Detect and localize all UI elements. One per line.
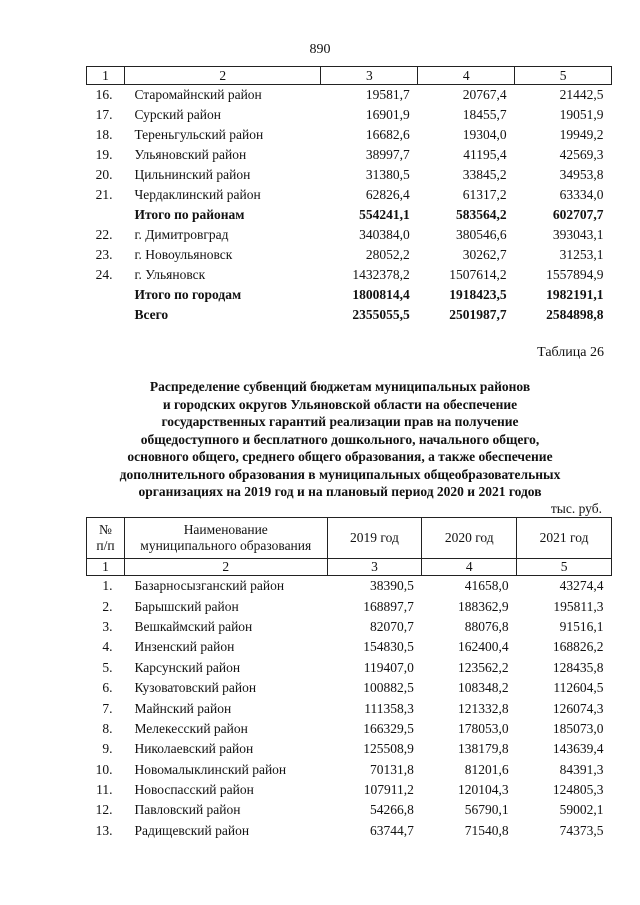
row-number: 5. bbox=[102, 659, 113, 675]
value-2019: 38997,7 bbox=[365, 147, 410, 162]
table-title bbox=[80, 378, 600, 501]
value-2021: 19949,2 bbox=[559, 127, 604, 142]
table-header-row bbox=[87, 518, 612, 559]
value-2019: 100882,5 bbox=[363, 680, 414, 696]
value-2021: 63334,0 bbox=[559, 187, 604, 202]
value-2020: 178053,0 bbox=[458, 720, 509, 736]
value-2021: 59002,1 bbox=[559, 802, 604, 818]
table-row bbox=[87, 637, 612, 657]
row-number bbox=[87, 285, 125, 305]
table-continued bbox=[86, 66, 612, 325]
value-2021: 602707,7 bbox=[552, 207, 604, 222]
row-number: 18. bbox=[95, 127, 113, 142]
header-2021: 2021 год bbox=[517, 518, 612, 559]
column-number: 1 bbox=[87, 559, 125, 576]
row-number: 10. bbox=[95, 761, 113, 777]
row-name: Итого по городам bbox=[134, 287, 242, 302]
table-row bbox=[87, 225, 612, 245]
value-2021: 21442,5 bbox=[559, 87, 604, 102]
row-number: 1. bbox=[102, 578, 113, 594]
value-2019: 16901,9 bbox=[365, 107, 410, 122]
value-2021: 34953,8 bbox=[559, 167, 604, 182]
value-2020: 2501987,7 bbox=[449, 307, 507, 322]
value-2021: 74373,5 bbox=[559, 822, 604, 838]
row-number: 17. bbox=[95, 107, 113, 122]
value-2020: 30262,7 bbox=[462, 247, 507, 262]
column-number: 2 bbox=[124, 559, 327, 576]
value-2020: 120104,3 bbox=[458, 782, 509, 798]
column-numbering-row bbox=[87, 67, 612, 85]
row-number: 19. bbox=[95, 147, 113, 162]
value-2021: 185073,0 bbox=[552, 720, 604, 736]
value-2019: 54266,8 bbox=[369, 802, 414, 818]
value-2019: 166329,5 bbox=[363, 720, 414, 736]
page-number: 890 bbox=[309, 42, 331, 57]
row-name: Итого по районам bbox=[134, 207, 245, 222]
value-2020: 162400,4 bbox=[458, 639, 509, 655]
value-2021: 19051,9 bbox=[559, 107, 604, 122]
value-2019: 63744,7 bbox=[369, 822, 414, 838]
table-row bbox=[87, 285, 612, 305]
row-name: Барышский район bbox=[134, 598, 239, 614]
subsidy-table bbox=[86, 517, 612, 841]
value-2020: 81201,6 bbox=[464, 761, 509, 777]
row-number: 16. bbox=[95, 87, 113, 102]
value-2021: 1982191,1 bbox=[546, 287, 604, 302]
column-number: 4 bbox=[422, 559, 517, 576]
title-line: организациях на 2019 год и на плановый период 2020 и 2021 годов bbox=[138, 484, 542, 499]
column-numbering-row bbox=[87, 559, 612, 576]
value-2019: 107911,2 bbox=[363, 782, 414, 798]
value-2021: 31253,1 bbox=[559, 247, 604, 262]
row-number: 13. bbox=[95, 822, 113, 838]
table-row bbox=[87, 760, 612, 780]
value-2021: 195811,3 bbox=[553, 598, 604, 614]
table-row bbox=[87, 821, 612, 841]
table-row bbox=[87, 265, 612, 285]
value-2021: 91516,1 bbox=[559, 618, 604, 634]
value-2021: 124805,3 bbox=[552, 782, 604, 798]
value-2019: 554241,1 bbox=[359, 207, 410, 222]
value-2020: 33845,2 bbox=[462, 167, 507, 182]
row-number: 7. bbox=[102, 700, 113, 716]
units-label: тыс. руб. bbox=[550, 501, 602, 516]
value-2019: 82070,7 bbox=[369, 618, 414, 634]
row-name: Ульяновский район bbox=[134, 147, 247, 162]
row-number: 23. bbox=[95, 247, 113, 262]
title-line: и городских округов Ульяновской области на обеспечение bbox=[162, 396, 518, 412]
value-2020: 138179,8 bbox=[458, 741, 509, 757]
table-row bbox=[87, 305, 612, 325]
value-2021: 112604,5 bbox=[553, 680, 604, 696]
table-row bbox=[87, 780, 612, 800]
row-name: Тереньгульский район bbox=[134, 127, 264, 142]
value-2019: 168897,7 bbox=[363, 598, 414, 614]
table-row bbox=[87, 617, 612, 637]
row-number: 3. bbox=[102, 618, 113, 634]
value-2021: 128435,8 bbox=[552, 659, 604, 675]
column-number: 1 bbox=[87, 67, 125, 85]
title-line: основного общего, среднего общего образования, а также обеспечение bbox=[127, 449, 553, 464]
row-number: 21. bbox=[95, 187, 113, 202]
value-2019: 154830,5 bbox=[363, 639, 414, 655]
value-2020: 18455,7 bbox=[462, 107, 507, 122]
column-number: 3 bbox=[321, 67, 418, 85]
value-2021: 126074,3 bbox=[552, 700, 604, 716]
value-2020: 380546,6 bbox=[456, 227, 507, 242]
column-number: 4 bbox=[418, 67, 515, 85]
value-2021: 43274,4 bbox=[559, 578, 604, 594]
value-2019: 125508,9 bbox=[363, 741, 414, 757]
value-2020: 1507614,2 bbox=[449, 267, 507, 282]
value-2020: 41658,0 bbox=[464, 578, 509, 594]
value-2019: 16682,6 bbox=[365, 127, 410, 142]
value-2020: 121332,8 bbox=[458, 700, 509, 716]
column-number: 3 bbox=[327, 559, 422, 576]
value-2019: 119407,0 bbox=[363, 659, 414, 675]
row-name: г. Новоульяновск bbox=[134, 247, 233, 262]
value-2021: 2584898,8 bbox=[546, 307, 604, 322]
value-2021: 168826,2 bbox=[552, 639, 604, 655]
value-2021: 84391,3 bbox=[559, 761, 604, 777]
row-name: Старомайнский район bbox=[134, 87, 262, 102]
table-row bbox=[87, 658, 612, 678]
row-name: Цильнинский район bbox=[134, 167, 251, 182]
value-2020: 20767,4 bbox=[462, 87, 507, 102]
table-label: Таблица 26 bbox=[537, 345, 604, 360]
row-name: Новомалыклинский район bbox=[134, 761, 287, 777]
header-2020: 2020 год bbox=[422, 518, 517, 559]
table-row bbox=[87, 185, 612, 205]
row-number: 12. bbox=[95, 802, 113, 818]
row-name: Майнский район bbox=[134, 700, 232, 716]
row-name: Новоспасский район bbox=[134, 782, 254, 798]
value-2021: 42569,3 bbox=[559, 147, 604, 162]
table-row bbox=[87, 576, 612, 597]
table-row bbox=[87, 205, 612, 225]
header-2019: 2019 год bbox=[327, 518, 422, 559]
row-name: Кузоватовский район bbox=[134, 680, 257, 696]
row-number: 24. bbox=[95, 267, 113, 282]
value-2019: 19581,7 bbox=[365, 87, 410, 102]
value-2020: 1918423,5 bbox=[449, 287, 507, 302]
value-2019: 38390,5 bbox=[369, 578, 414, 594]
table-row bbox=[87, 125, 612, 145]
value-2019: 1432378,2 bbox=[352, 267, 410, 282]
title-line: дополнительного образования в муниципальных общеобразовательных bbox=[119, 466, 561, 482]
table-row bbox=[87, 698, 612, 718]
row-name: Базарносызганский район bbox=[134, 578, 285, 594]
value-2020: 61317,2 bbox=[462, 187, 507, 202]
value-2019: 31380,5 bbox=[365, 167, 410, 182]
value-2021: 393043,1 bbox=[552, 227, 604, 242]
value-2020: 41195,4 bbox=[463, 147, 507, 162]
row-name: Всего bbox=[134, 307, 169, 322]
title-line: Распределение субвенций бюджетам муниципальных районов bbox=[149, 379, 531, 394]
value-2020: 123562,2 bbox=[458, 659, 509, 675]
row-name: Сурский район bbox=[134, 107, 221, 122]
value-2021: 143639,4 bbox=[552, 741, 604, 757]
value-2020: 19304,0 bbox=[462, 127, 507, 142]
value-2020: 56790,1 bbox=[464, 802, 509, 818]
row-name: Вешкаймский район bbox=[134, 618, 253, 634]
value-2020: 108348,2 bbox=[458, 680, 509, 696]
row-number bbox=[87, 305, 125, 325]
row-number: 20. bbox=[95, 167, 113, 182]
header-number: № п/п bbox=[87, 518, 125, 559]
row-name: г. Димитровград bbox=[134, 227, 229, 242]
value-2020: 71540,8 bbox=[464, 822, 509, 838]
value-2019: 1800814,4 bbox=[352, 287, 410, 302]
table-row bbox=[87, 719, 612, 739]
title-line: общедоступного и бесплатного дошкольного, начального общего, bbox=[140, 431, 540, 447]
table-row bbox=[87, 596, 612, 616]
title-line: государственных гарантий реализации прав на получение bbox=[161, 414, 519, 429]
value-2019: 28052,2 bbox=[365, 247, 410, 262]
row-name: Павловский район bbox=[134, 802, 241, 818]
row-name: Инзенский район bbox=[134, 639, 235, 655]
row-name: Мелекесский район bbox=[134, 720, 248, 736]
column-number: 2 bbox=[124, 67, 321, 85]
row-name: Чердаклинский район bbox=[134, 187, 261, 202]
row-name: Радищевский район bbox=[134, 822, 250, 838]
row-number: 22. bbox=[95, 227, 113, 242]
row-number: 2. bbox=[102, 598, 113, 614]
value-2019: 111358,3 bbox=[364, 700, 414, 716]
table-row bbox=[87, 739, 612, 759]
table-row bbox=[87, 800, 612, 820]
value-2019: 62826,4 bbox=[365, 187, 410, 202]
row-name: Николаевский район bbox=[134, 741, 254, 757]
header-name: Наименование муниципального образования bbox=[124, 518, 327, 559]
table-row bbox=[87, 85, 612, 106]
row-number: 4. bbox=[102, 639, 113, 655]
row-number: 9. bbox=[102, 741, 113, 757]
table-row bbox=[87, 105, 612, 125]
table-row bbox=[87, 165, 612, 185]
column-number: 5 bbox=[517, 559, 612, 576]
row-number: 6. bbox=[102, 680, 113, 696]
row-number bbox=[87, 205, 125, 225]
value-2020: 88076,8 bbox=[464, 618, 509, 634]
row-number: 11. bbox=[96, 782, 113, 798]
value-2019: 2355055,5 bbox=[352, 307, 410, 322]
table-row bbox=[87, 678, 612, 698]
value-2019: 340384,0 bbox=[359, 227, 410, 242]
value-2021: 1557894,9 bbox=[546, 267, 604, 282]
value-2019: 70131,8 bbox=[369, 761, 414, 777]
row-name: Карсунский район bbox=[134, 659, 241, 675]
value-2020: 188362,9 bbox=[458, 598, 509, 614]
value-2020: 583564,2 bbox=[456, 207, 507, 222]
row-number: 8. bbox=[102, 720, 113, 736]
table-row bbox=[87, 145, 612, 165]
row-name: г. Ульяновск bbox=[134, 267, 206, 282]
table-row bbox=[87, 245, 612, 265]
column-number: 5 bbox=[515, 67, 612, 85]
